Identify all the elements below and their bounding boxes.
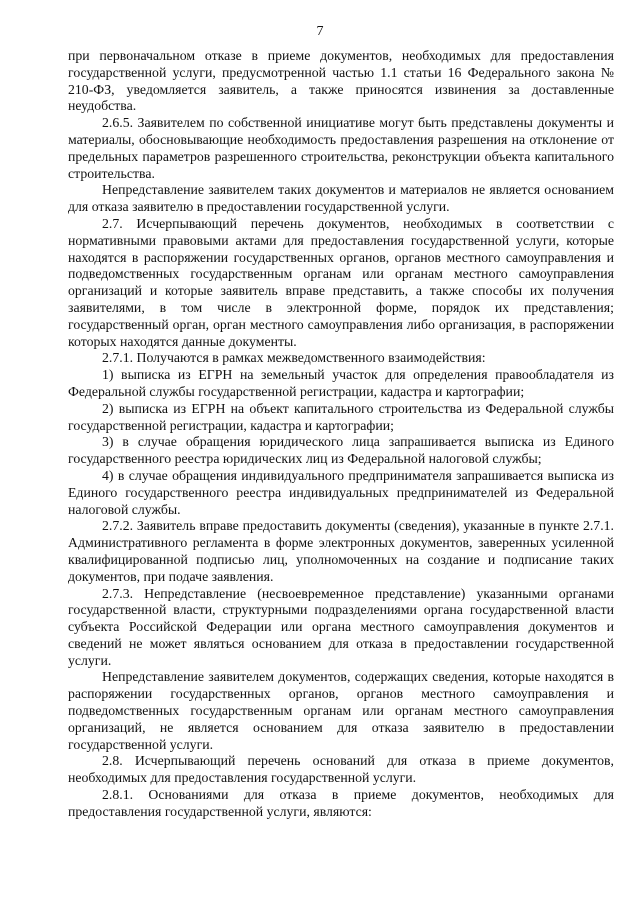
paragraph-2-7-3: 2.7.3. Непредставление (несвоевременное представление) указанными органами государственной власти, структурными подразделениями органа государственной власти субъекта Российской Федерации или органа местного самоуправления документов и сведений не может являться основанием для отказа в предоставлении государственной услуги. — [68, 585, 614, 668]
paragraph-continuation: при первоначальном отказе в приеме документов, необходимых для предоставления государственной услуги, предусмотренной частью 1.1 статьи 16 Федерального закона № 210-ФЗ, уведомляется заявитель, а также приносятся извинения за доставленные неудобства. — [68, 48, 614, 114]
paragraph-applicant-non-submission: Непредставление заявителем документов, содержащих сведения, которые находятся в распоряжении государственных органов, органов местного самоуправления и подведомственных государственным органам или органам местного самоуправления организаций, не является основанием для отказа заявителю в предоставлении государственной услуги. — [68, 669, 614, 752]
list-item-3: 3) в случае обращения юридического лица запрашивается выписка из Единого государственного реестра юридических лиц из Федеральной налоговой службы; — [68, 434, 614, 467]
document-body — [68, 48, 614, 821]
paragraph-non-submission: Непредставление заявителем таких документов и материалов не является основанием для отказа заявителю в предоставлении государственной услуги. — [68, 182, 614, 215]
list-item-4: 4) в случае обращения индивидуального предпринимателя запрашивается выписка из Единого государственного реестра индивидуальных предпринимателей из Федеральной налоговой службы. — [68, 467, 614, 517]
paragraph-2-7: 2.7. Исчерпывающий перечень документов, необходимых в соответствии с нормативными правовыми актами для предоставления государственной услуги, которые находятся в распоряжении государственных органов, органов местного самоуправления и подведомственных государственным органам или органам местного самоуправления организаций и которые заявитель вправе представить, а также способы их получения заявителями, в том числе в электронной форме, порядок их представления; государственный орган, орган местного самоуправления либо организация, в распоряжении которых находятся данные документы. — [68, 215, 614, 349]
page-number: 7 — [316, 24, 324, 39]
paragraph-2-6-5: 2.6.5. Заявителем по собственной инициативе могут быть представлены документы и материалы, обосновывающие необходимость предоставления разрешения на отклонение от предельных параметров разрешенного строительства, реконструкции объекта капитального строительства. — [68, 115, 614, 181]
paragraph-2-7-1: 2.7.1. Получаются в рамках межведомственного взаимодействия: — [102, 350, 486, 366]
paragraph-2-8-1: 2.8.1. Основаниями для отказа в приеме документов, необходимых для предоставления государственной услуги, являются: — [68, 787, 614, 819]
paragraph-2-7-2: 2.7.2. Заявитель вправе предоставить документы (сведения), указанные в пункте 2.7.1. Административного регламента в форме электронных документов, заверенных усиленной квалифицированной подписью лиц, уполномоченных на создание и подписание таких документов, при подаче заявления. — [68, 518, 614, 584]
paragraph-2-8: 2.8. Исчерпывающий перечень оснований для отказа в приеме документов, необходимых для предоставления государственной услуги. — [68, 753, 614, 786]
list-item-2: 2) выписка из ЕГРН на объект капитального строительства из Федеральной службы государственной регистрации, кадастра и картографии; — [68, 400, 614, 433]
list-item-1: 1) выписка из ЕГРН на земельный участок для определения правообладателя из Федеральной службы государственной регистрации, кадастра и картографии; — [68, 367, 614, 399]
